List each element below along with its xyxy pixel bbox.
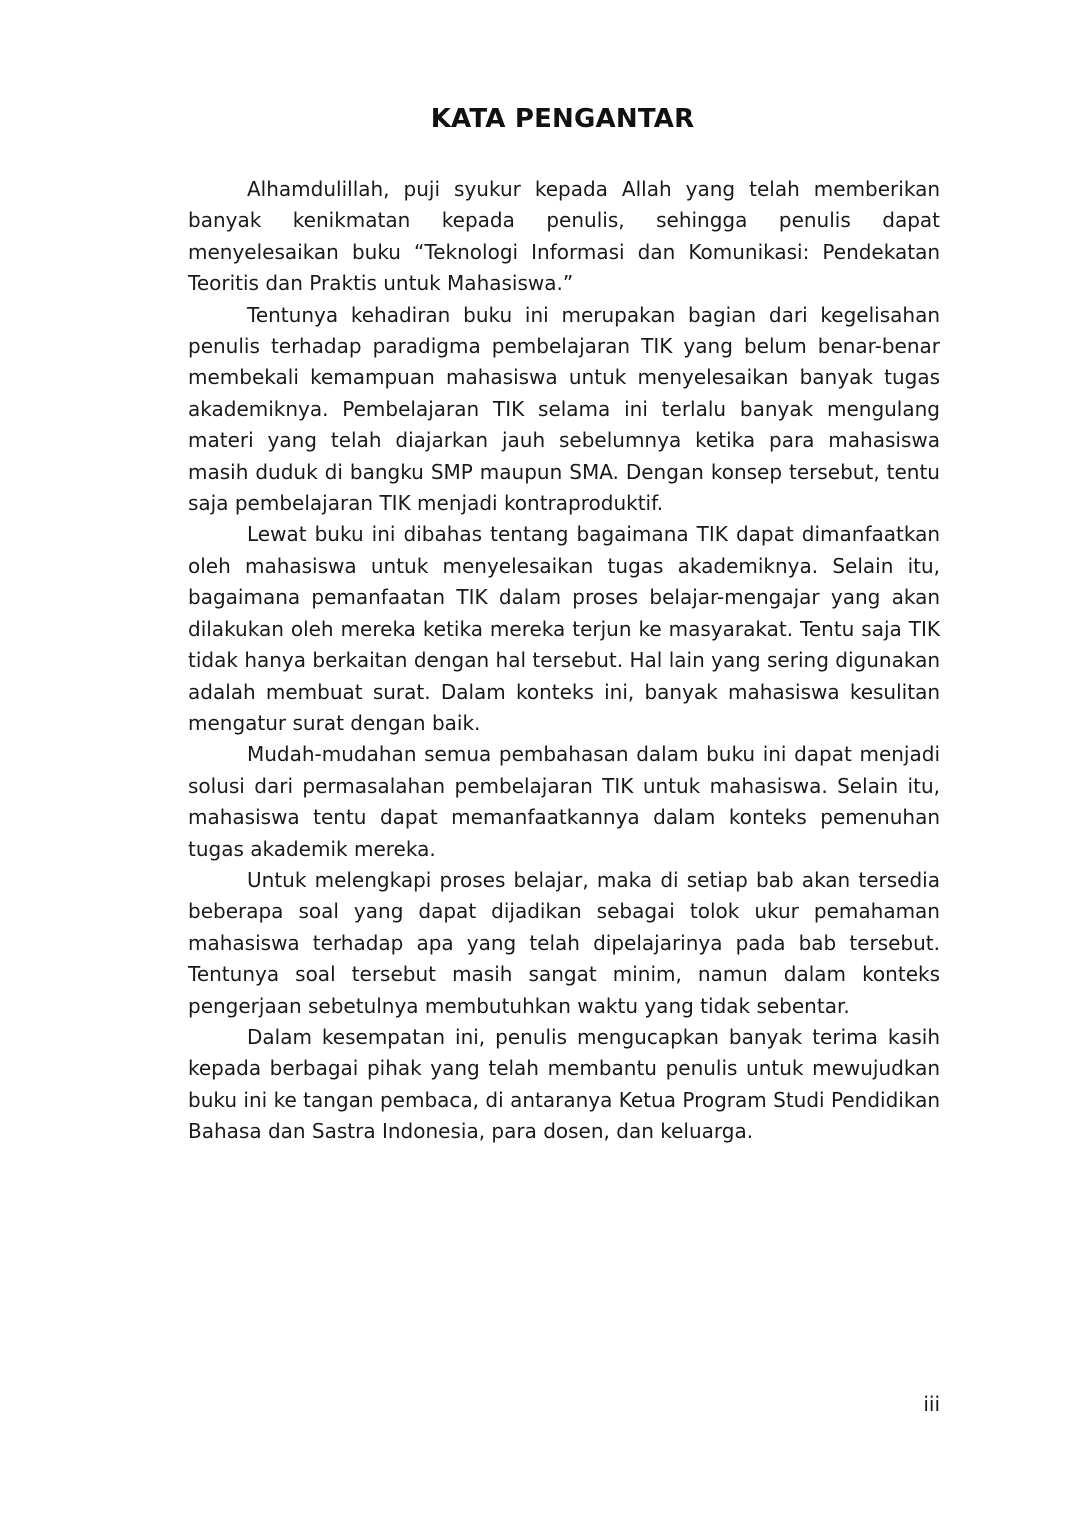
page-title: KATA PENGANTAR: [430, 104, 695, 134]
paragraph-6: Dalam kesempatan ini, penulis mengucapkan banyak terima kasih kepada berbagai pihak yang telah membantu penulis untuk mewujudkan buku ini ke tangan pembaca, di antaranya Ketua Program Studi Pendidikan Bahasa dan Sastra Indonesia, para dosen, dan keluarga.: [188, 1024, 940, 1144]
body-text: [188, 174, 940, 1148]
paragraph-1: Alhamdulillah, puji syukur kepada Allah yang telah memberikan banyak kenikmatan kepada penulis, sehingga penulis dapat menyelesaikan buku “Teknologi Informasi dan Komunikasi: Pendekatan Teoritis dan Praktis untuk Mahasiswa.”: [188, 177, 940, 296]
paragraph-3: Lewat buku ini dibahas tentang bagaimana TIK dapat dimanfaatkan oleh mahasiswa untuk menyelesaikan tugas akademiknya. Selain itu, bagaimana pemanfaatan TIK dalam proses belajar-mengajar yang akan dilakukan oleh mereka ketika mereka terjun ke masyarakat. Tentu saja TIK tidak hanya berkaitan dengan hal tersebut. Hal lain yang sering digunakan adalah membuat surat. Dalam konteks ini, banyak mahasiswa kesulitan mengatur surat dengan baik.: [188, 522, 940, 735]
page-number: iii: [923, 1392, 940, 1416]
paragraph-4: Mudah-mudahan semua pembahasan dalam buku ini dapat menjadi solusi dari permasalahan pembelajaran TIK untuk mahasiswa. Selain itu, mahasiswa tentu dapat memanfaatkannya dalam konteks pemenuhan tugas akademik mereka.: [188, 742, 940, 861]
paragraph-5: Untuk melengkapi proses belajar, maka di setiap bab akan tersedia beberapa soal yang dapat dijadikan sebagai tolok ukur pemahaman mahasiswa terhadap apa yang telah dipelajarinya pada bab tersebut. Tentunya soal tersebut masih sangat minim, namun dalam konteks pengerjaan sebetulnya membutuhkan waktu yang tidak sebentar.: [188, 867, 940, 1018]
paragraph-2: Tentunya kehadiran buku ini merupakan bagian dari kegelisahan penulis terhadap paradigma pembelajaran TIK yang belum benar-benar membekali kemampuan mahasiswa untuk menyelesaikan banyak tugas akademiknya. Pembelajaran TIK selama ini terlalu banyak mengulang materi yang telah diajarkan jauh sebelumnya ketika para mahasiswa masih duduk di bangku SMP maupun SMA. Dengan konsep tersebut, tentu saja pembelajaran TIK menjadi kontraproduktif.: [188, 302, 940, 516]
